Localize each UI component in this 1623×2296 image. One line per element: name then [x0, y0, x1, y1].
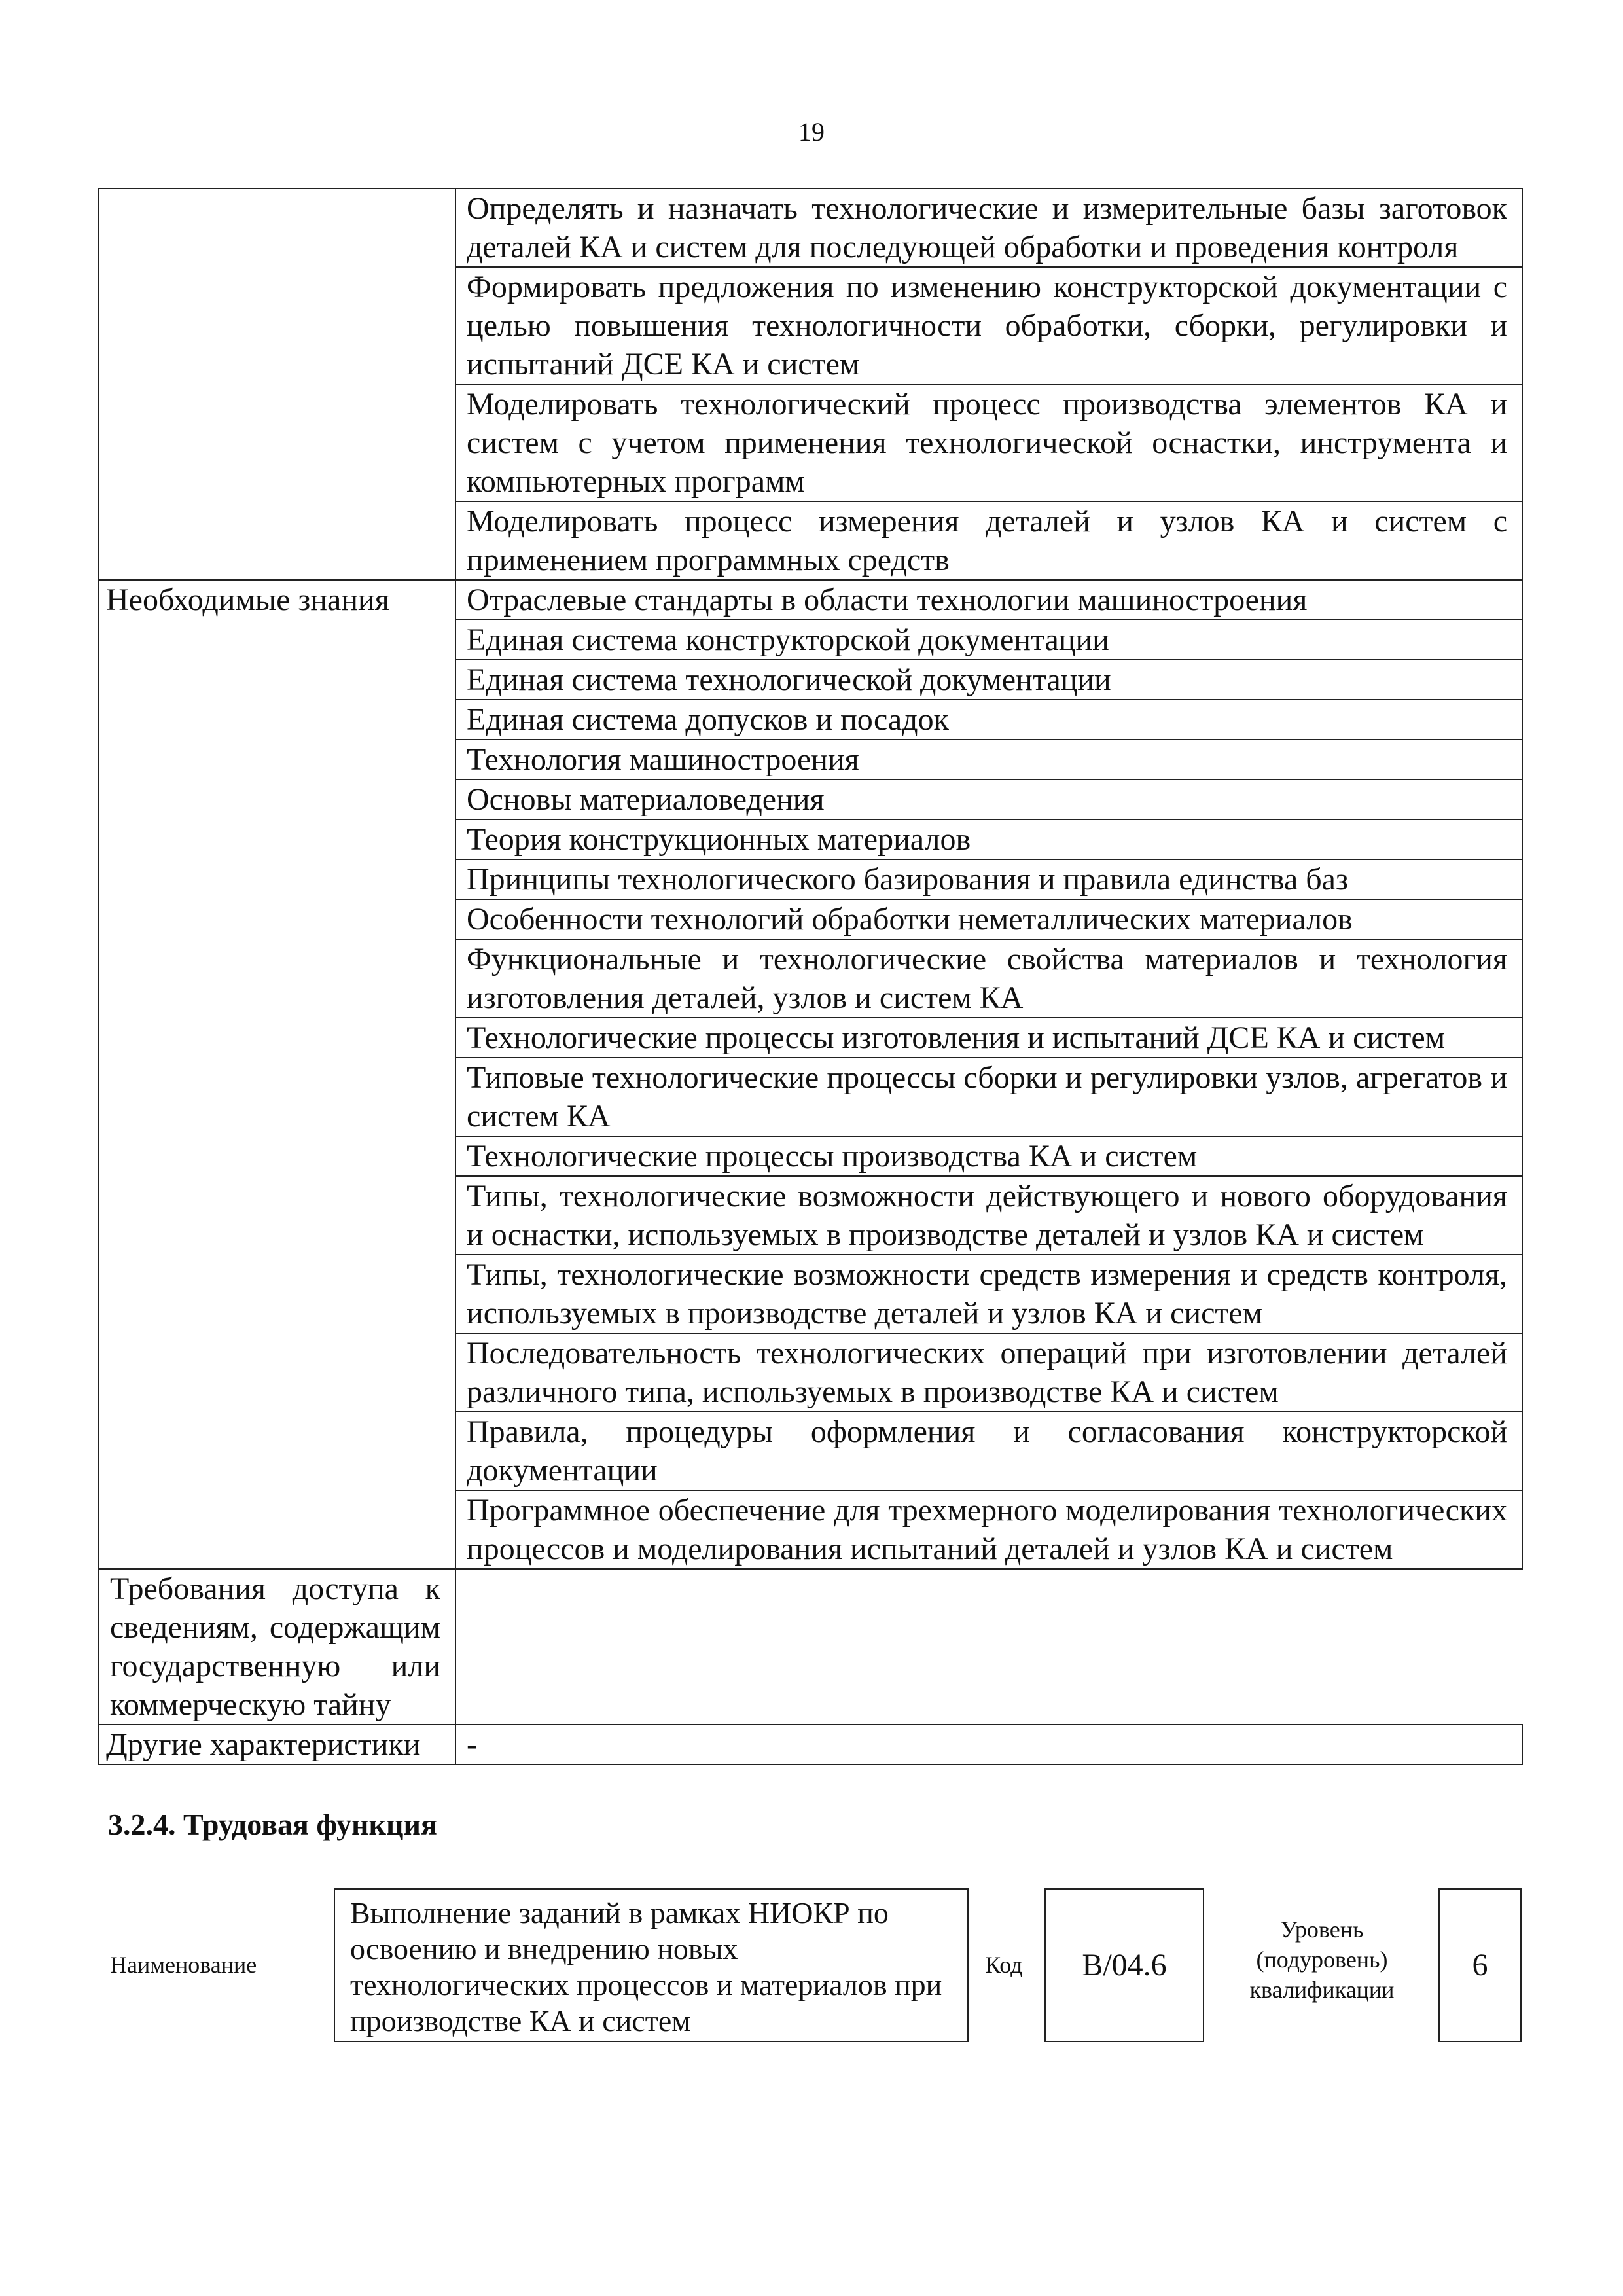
section-heading: 3.2.4. Трудовая функция [108, 1808, 437, 1841]
page-number: 19 [798, 117, 825, 147]
name-label: Наименование [110, 1952, 257, 1978]
knowledge-table [98, 188, 1523, 1765]
level-value: 6 [1472, 1948, 1488, 1982]
knowledge-cell: Технологические процессы производства КА и систем [455, 1136, 1522, 1176]
table-row [99, 1725, 1522, 1765]
knowledge-cell: Типы, технологические возможности действующего и нового оборудования и оснастки, используемых в производстве деталей и узлов КА и систем [455, 1176, 1522, 1255]
knowledge-cell: Требования доступа к сведениям, содержащим государственную или коммерческую тайну [99, 1569, 455, 1725]
level-label-line: квалификации [1249, 1977, 1395, 2003]
knowledge-cell: Правила, процедуры оформления и согласования конструкторской документации [455, 1412, 1522, 1490]
table-row [99, 1569, 1522, 1725]
skill-cell: Моделировать технологический процесс производства элементов КА и систем с учетом применения технологической оснастки, инструмента и компьютерных программ [455, 384, 1522, 501]
code-value: B/04.6 [1082, 1948, 1167, 1982]
knowledge-cell: Единая система допусков и посадок [455, 700, 1522, 740]
skill-cell: Моделировать процесс измерения деталей и узлов КА и систем с применением программных средств [455, 501, 1522, 580]
knowledge-cell: Функциональные и технологические свойства материалов и технология изготовления деталей, узлов и систем КА [455, 939, 1522, 1018]
knowledge-cell: Последовательность технологических операций при изготовлении деталей различного типа, используемых в производстве КА и систем [455, 1333, 1522, 1412]
knowledge-cell: Единая система конструкторской документации [455, 620, 1522, 660]
table-row [99, 188, 1522, 267]
knowledge-cell: Принципы технологического базирования и правила единства баз [455, 859, 1522, 899]
level-label-line: Уровень [1280, 1916, 1364, 1943]
knowledge-cell: Единая система технологической документации [455, 660, 1522, 700]
name-value: Выполнение заданий в рамках НИОКР по освоению и внедрению новых технологических процессов и материалов при производстве КА и систем [350, 1896, 942, 2037]
knowledge-cell: Основы материаловедения [455, 780, 1522, 819]
other-cell: - [455, 1725, 1522, 1765]
knowledge-cell: Технологические процессы изготовления и испытаний ДСЕ КА и систем [455, 1018, 1522, 1058]
knowledge-cell: Технология машиностроения [455, 740, 1522, 780]
skill-cell: Определять и назначать технологические и измерительные базы заготовок деталей КА и систем для последующей обработки и проведения контроля [455, 188, 1522, 267]
skill-cell: Формировать предложения по изменению конструкторской документации с целью повышения технологичности обработки, сборки, регулировки и испытаний ДСЕ КА и систем [455, 267, 1522, 384]
table-row [99, 580, 1522, 620]
knowledge-cell: Теория конструкционных материалов [455, 819, 1522, 859]
knowledge-cell: Типы, технологические возможности средств измерения и средств контроля, используемых в производстве деталей и узлов КА и систем [455, 1255, 1522, 1333]
row-label-knowledge: Необходимые знания [99, 580, 455, 1569]
knowledge-cell: Программное обеспечение для трехмерного моделирования технологических процессов и моделирования испытаний деталей и узлов КА и систем [455, 1490, 1522, 1569]
code-label: Код [985, 1952, 1023, 1978]
level-label-line: (подуровень) [1256, 1946, 1388, 1973]
row-label-other: Другие характеристики [99, 1725, 455, 1765]
level-label [1217, 1914, 1427, 2005]
knowledge-cell: Особенности технологий обработки неметаллических материалов [455, 899, 1522, 939]
row-label-empty [99, 188, 455, 580]
knowledge-cell: Типовые технологические процессы сборки и регулировки узлов, агрегатов и систем КА [455, 1058, 1522, 1136]
knowledge-cell: Отраслевые стандарты в области технологии машиностроения [455, 580, 1522, 620]
